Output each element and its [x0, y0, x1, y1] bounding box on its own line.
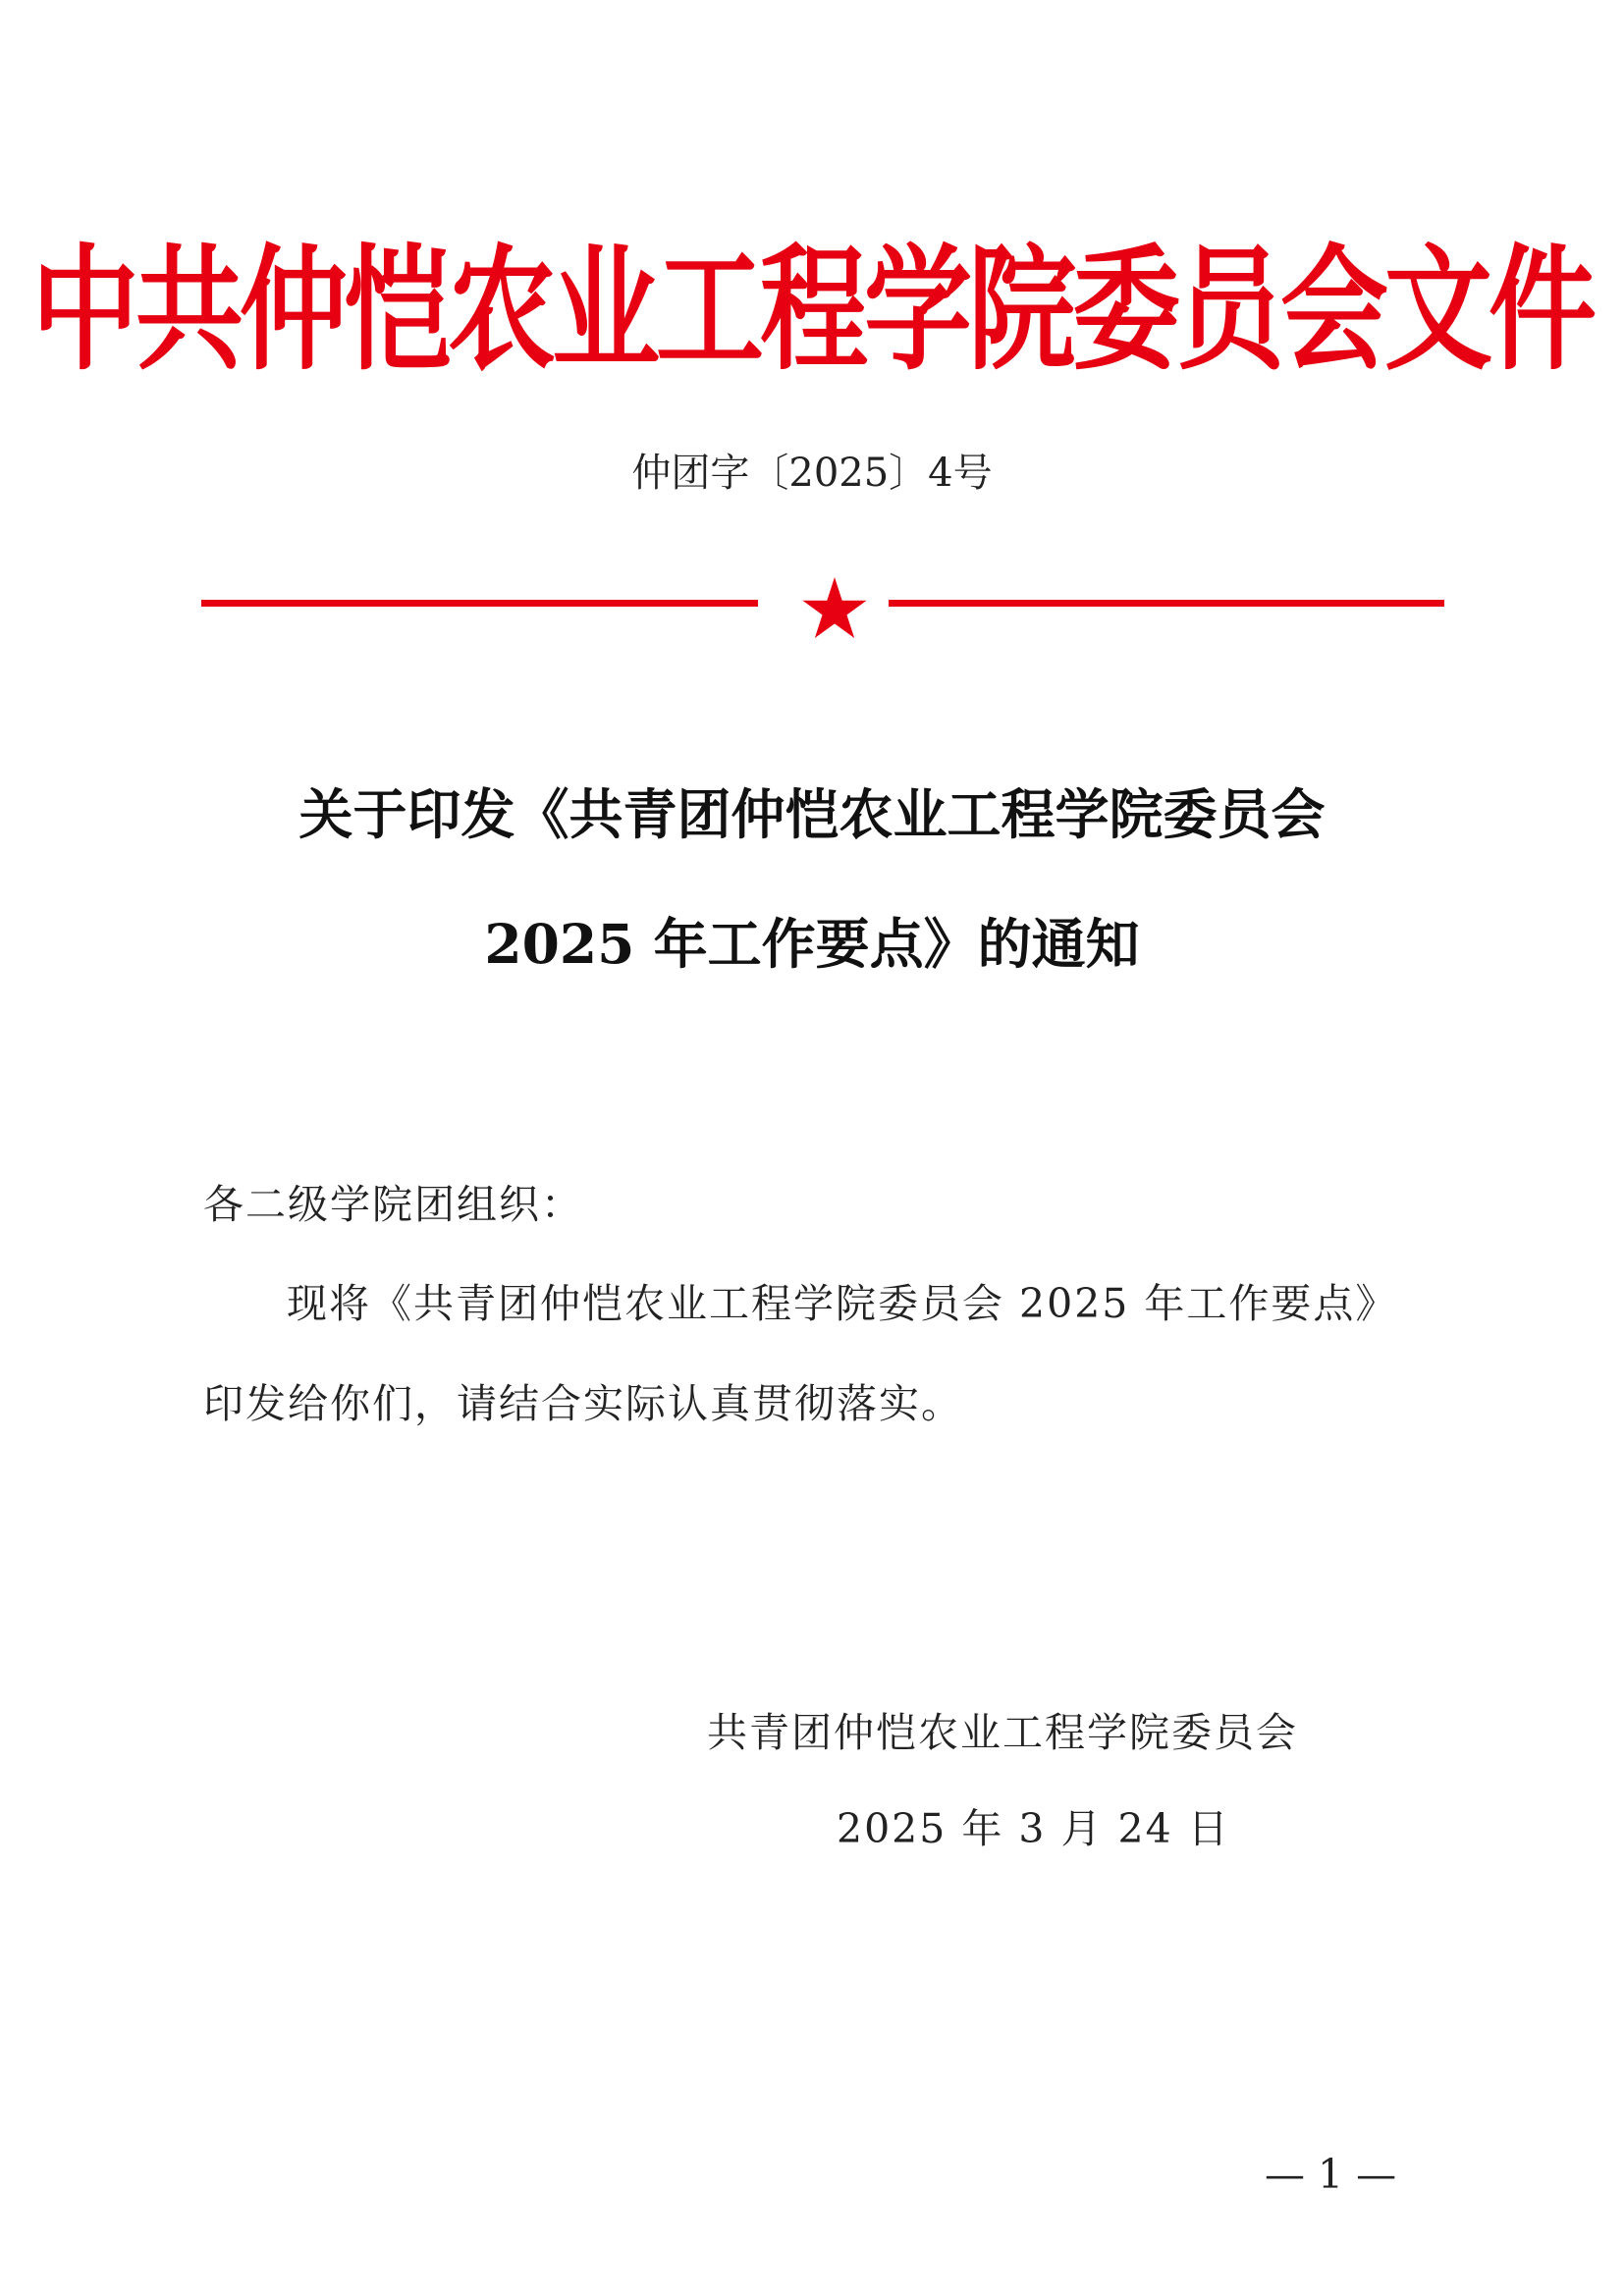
star-icon — [802, 577, 867, 638]
signature-organization: 共青团仲恺农业工程学院委员会 — [707, 1709, 1298, 1756]
notice-title-line-2: 2025 年工作要点》的通知 — [484, 912, 1140, 976]
salutation: 各二级学院团组织： — [203, 1181, 583, 1228]
notice-title-line-1: 关于印发《共青团仲恺农业工程学院委员会 — [298, 782, 1326, 846]
body-paragraph-line-1: 现将《共青团仲恺农业工程学院委员会 2025 年工作要点》 — [287, 1280, 1398, 1327]
red-header-title: 中共仲恺农业工程学院委员会文件 — [31, 231, 1593, 389]
red-divider-right — [889, 600, 1444, 607]
document-number: 仲团字〔2025〕4号 — [631, 451, 993, 496]
red-divider-left — [201, 600, 758, 607]
page-number: — 1 — — [1265, 2151, 1397, 2198]
body-paragraph-line-2: 印发给你们，请结合实际认真贯彻落实。 — [203, 1380, 963, 1427]
signature-date: 2025 年 3 月 24 日 — [837, 1805, 1230, 1852]
